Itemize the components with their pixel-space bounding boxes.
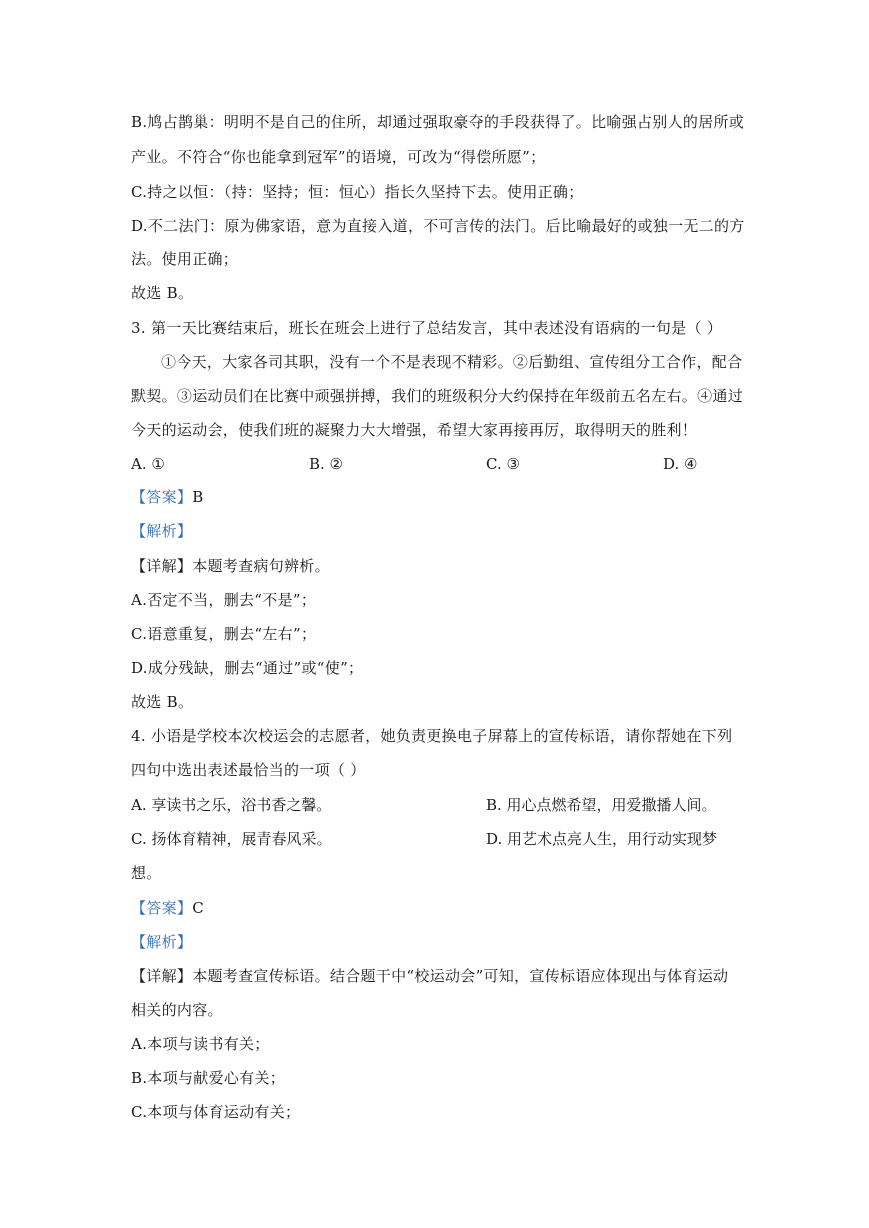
q4-note-a: A.本项与读书有关； <box>131 1035 270 1053</box>
q2-option-d-explanation: D.不二法门：原为佛家语，意为直接入道，不可言传的法门。后比喻最好的或独一无二的方 <box>131 217 745 235</box>
q4-detail-line-2: 相关的内容。 <box>131 1001 223 1019</box>
q3-note-a: A.否定不当，删去“不是”； <box>131 591 317 609</box>
q3-passage-line-2: 默契。③运动员们在比赛中顽强拼搏，我们的班级积分大约保持在年级前五名左右。④通过 <box>131 387 744 405</box>
q4-note-c: C.本项与体育运动有关； <box>131 1103 301 1121</box>
q3-passage-line-3: 今天的运动会，使我们班的凝聚力大大增强，希望大家再接再厉，取得明天的胜利！ <box>131 421 698 439</box>
detail-tag: 【详解】 <box>131 967 193 985</box>
q3-passage-line-1: ①今天，大家各司其职，没有一个不是表现不精彩。②后勤组、宣传组分工合作，配合 <box>161 353 743 371</box>
q3-note-d: D.成分残缺，删去“通过”或“使”； <box>131 659 364 677</box>
answer-tag: 【答案】 <box>131 488 193 506</box>
q4-stem-line-1: 4. 小语是学校本次校运会的志愿者，她负责更换电子屏幕上的宣传标语，请你帮她在下列 <box>131 727 733 745</box>
q2-option-d-explanation-cont: 法。使用正确； <box>131 250 239 268</box>
q4-stem-line-2: 四句中选出表述最恰当的一项（ ） <box>131 761 366 779</box>
answer-value: B <box>192 488 204 506</box>
q4-option-b: B. 用心点燃希望，用爱撒播人间。 <box>486 796 717 814</box>
q4-option-c: C. 扬体育精神，展青春风采。 <box>131 830 332 848</box>
q4-option-d: D. 用艺术点亮人生，用行动实现梦 <box>486 830 718 848</box>
q3-option-b: B. ② <box>309 455 344 473</box>
q4-analysis-tag: 【解析】 <box>131 933 193 951</box>
q3-analysis-tag: 【解析】 <box>131 522 193 540</box>
detail-text: 本题考查病句辨析。 <box>192 557 330 575</box>
q4-note-b: B.本项与献爱心有关； <box>131 1069 286 1087</box>
q3-stem: 3. 第一天比赛结束后，班长在班会上进行了总结发言，其中表述没有语病的一句是（ ） <box>131 319 723 337</box>
q2-conclusion: 故选 B。 <box>131 284 194 302</box>
q2-option-b-explanation: B.鸠占鹊巢：明明不是自己的住所，却通过强取豪夺的手段获得了。比喻强占别人的居所或 <box>131 113 745 131</box>
q2-option-c-explanation: C.持之以恒：（持：坚持；恒：恒心）指长久坚持下去。使用正确； <box>131 183 584 201</box>
q4-option-d-wrap: 想。 <box>131 864 162 882</box>
detail-tag: 【详解】 <box>131 557 193 575</box>
q3-note-c: C.语意重复，删去“左右”； <box>131 625 317 643</box>
q3-answer-line <box>131 487 204 507</box>
q4-option-a: A. 享读书之乐，浴书香之馨。 <box>131 796 332 814</box>
detail-text: 本题考查宣传标语。结合题干中“校运动会”可知，宣传标语应体现出与体育运动 <box>192 967 729 985</box>
q3-option-d: D. ④ <box>663 455 698 473</box>
q4-detail-line-1 <box>131 966 728 986</box>
q3-detail-line <box>131 556 330 576</box>
answer-tag: 【答案】 <box>131 899 193 917</box>
q4-answer-line <box>131 898 204 918</box>
answer-value: C <box>192 899 204 917</box>
q3-conclusion: 故选 B。 <box>131 693 194 711</box>
q2-option-b-explanation-cont: 产业。不符合“你也能拿到冠军”的语境，可改为“得偿所愿”； <box>131 148 546 166</box>
q3-option-c: C. ③ <box>486 455 520 473</box>
q3-option-a: A. ① <box>131 455 165 473</box>
